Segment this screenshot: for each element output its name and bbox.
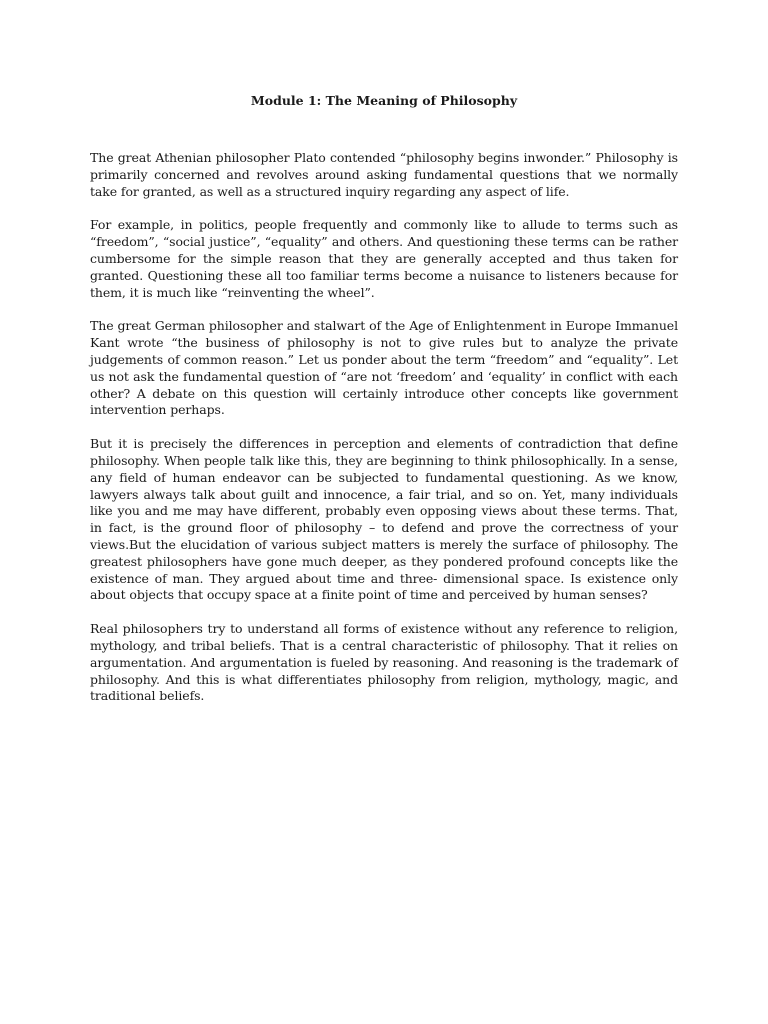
- paragraph-kant: The great German philosopher and stalwart of the Age of Enlightenment in Europe Immanuel Kant wrote “the business of philosophy is not to give rules but to analyze the private judgements of common reason.” Let us ponder about the term “freedom” and “equality”. Let us not ask the fundamental question of “are not ‘freedom’ and ‘equality’ in conflict with each other? A debate on this question will certainly introduce other concepts like government intervention perhaps.: [90, 318, 678, 418]
- paragraph-politics: For example, in politics, people frequently and commonly like to allude to terms such as “freedom”, “social justice”, “equality” and others. And questioning these terms can be rather cumbersome for the simple reason that they are generally accepted and thus taken for granted. Questioning these all too familiar terms become a nuisance to listeners because for them, it is much like “reinventing the wheel”.: [90, 217, 678, 300]
- document-body: [90, 150, 678, 722]
- paragraph-real-philosophers: Real philosophers try to understand all forms of existence without any reference to religion, mythology, and tribal beliefs. That is a central characteristic of philosophy. That it relies on argumentation. And argumentation is fueled by reasoning. And reasoning is the trademark of philosophy. And this is what differentiates philosophy from religion, mythology, magic, and traditional beliefs.: [90, 621, 678, 704]
- paragraph-differences: But it is precisely the differences in perception and elements of contradiction that define philosophy. When people talk like this, they are beginning to think philosophically. In a sense, any field of human endeavor can be subjected to fundamental questioning. As we know, lawyers always talk about guilt and innocence, a fair trial, and so on. Yet, many individuals like you and me may have different, probably even opposing views about these terms. That, in fact, is the ground floor of philosophy – to defend and prove the correctness of your views.But the elucidation of various subject matters is merely the surface of philosophy. The greatest philosophers have gone much deeper, as they pondered profound concepts like the existence of man. They argued about time and three- dimensional space. Is existence only about objects that occupy space at a finite point of time and perceived by human senses?: [90, 436, 678, 603]
- page-title: Module 1: The Meaning of Philosophy: [250, 93, 518, 108]
- paragraph-plato: The great Athenian philosopher Plato contended “philosophy begins inwonder.” Philosophy is primarily concerned and revolves around asking fundamental questions that we normally take for granted, as well as a structured inquiry regarding any aspect of life.: [90, 150, 678, 199]
